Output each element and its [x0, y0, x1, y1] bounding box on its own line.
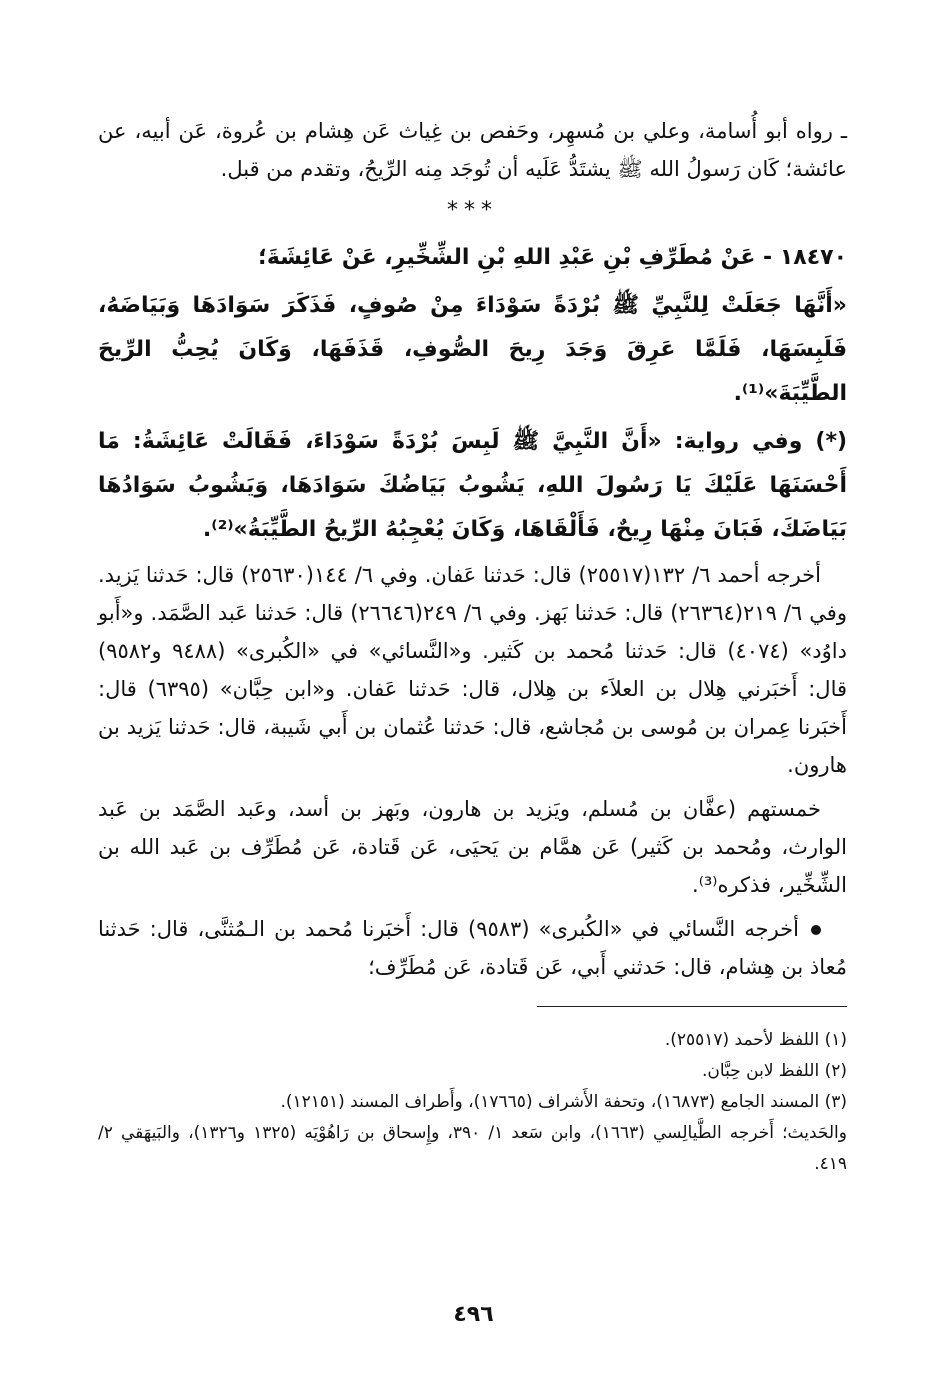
bullet-dot-icon: [811, 925, 821, 935]
footnote-2: (٢) اللفظ لابن حِبَّان.: [702, 1061, 847, 1081]
takhrij-paragraph-1: أخرجه أحمد ٦/ ١٣٢(٢٥٥١٧) قال: حَدثنا عَفان. وفي ٦/ ١٤٤(٢٥٦٣٠) قال: حَدثنا يَزيد. وفي ٦/ ٢١٩(٢٦٣٦٤) قال: حَدثنا بَهز. وفي ٦/ ٢٤٩(٢٦٦٤٦) قال: حَدثنا عَبد الصَّمَد. و«أَبو داوُد» (٤٠٧٤) قال: حَدثنا مُحمد بن كَثير. و«النَّسائي» في «الكُبرى» (٩٤٨٨ و٩٥٨٢) قال: أَخبَرني هِلال بن العلاَء بن هِلال، قال: حَدثنا عَفان. و«ابن حِبَّان» (٦٣٩٥) قال: أَخبَرنا عِمران بن مُوسى بن مُجاشع، قال: حَدثنا عُثمان بن أَبي شَيبة، قال: حَدثنا يَزيد بن هارون.: [98, 563, 848, 777]
hadith-text: «أَنَّهَا جَعَلَتْ لِلنَّبِيِّ ﷺ بُرْدَةً سَوْدَاءَ مِنْ صُوفٍ، فَذَكَرَ سَوَادَهَا وَبَيَاضَهُ، فَلَبِسَهَا، فَلَمَّا عَرِقَ وَجَدَ رِيحَ الصُّوفِ، قَذَفَهَا، وَكَانَ يُحِبُّ الرِّيحَ الطَّيِّبَةَ»⁽¹⁾.: [98, 293, 847, 406]
page-number: ٤٩٦: [453, 1302, 494, 1327]
document-page: [98, 112, 847, 1380]
bullet-paragraph: [98, 910, 847, 986]
hadith-heading: ١٨٤٧٠ - عَنْ مُطَرِّفِ بْنِ عَبْدِ اللهِ بْنِ الشِّخِّيرِ، عَنْ عَائِشَةَ؛: [258, 245, 847, 270]
footnote-1: (١) اللفظ لأحمد (٢٥٥١٧).: [664, 1030, 847, 1050]
takhrij-paragraph-2: خمستهم (عفَّان بن مُسلم، ويَزيد بن هارون، وبَهز بن أسد، وعَبد الصَّمَد بن عَبد الوارث، ومُحمد بن كَثير) عَن همَّام بن يَحيَى، عَن قَتادة، عَن مُطَرِّف بن عَبد الله بن الشِّخِّير، فذكره⁽³⁾.: [98, 797, 847, 897]
footnote-3-continuation: والحَديث؛ أَخرجه الطَّيالِسي (١٦٦٣)، وابن سَعد ١/ ٣٩٠، وإِسحاق بن رَاهُوْيَه (١٣٢٥ و١٣٢٦)، والبَيهَقي ٢/ ٤١٩.: [98, 1123, 847, 1174]
section-separator: ***: [447, 198, 498, 223]
bullet-text: أخرجه النَّسائي في «الكُبرى» (٩٥٨٣) قال: أَخبَرنا مُحمد بن الـمُثنَّى، قال: حَدثنا مُعاذ بن هِشام، قال: حَدثني أَبي، عَن قَتادة، عَن مُطَرِّف؛: [98, 917, 847, 979]
footnote-3: (٣) المسند الجامع (١٦٨٧٣)، وتحفة الأَشراف (١٧٦٦٥)، وأَطراف المسند (١٢١٥١).: [280, 1092, 847, 1112]
riwaya-text: (*) وفي رواية: «أَنَّ النَّبِيَّ ﷺ لَبِسَ بُرْدَةً سَوْدَاءَ، فَقَالَتْ عَائِشَةُ: مَا أَحْسَنَهَا عَلَيْكَ يَا رَسُولَ اللهِ، يَشُوبُ بَيَاضُكَ سَوَادَهَا، وَيَشُوبُ سَوَادُهَا بَيَاضَكَ، فَبَانَ مِنْهَا رِيحٌ، فَأَلْقَاهَا، وَكَانَ يُعْجِبُهُ الرِّيحُ الطَّيِّبَةُ»⁽²⁾.: [98, 429, 847, 542]
footnotes: [98, 1025, 847, 1180]
footnote-divider: [537, 1006, 847, 1007]
intro-paragraph: ـ رواه أبو أُسامة، وعلي بن مُسهِر، وحَفص بن غِياث عَن هِشام بن عُروة، عَن أبيه، عن عائشة؛ كَان رَسولُ الله ﷺ يشتَدُّ عَلَيه أن تُوجَد مِنه الرِّيحُ، وتقدم من قبل.: [98, 119, 847, 181]
